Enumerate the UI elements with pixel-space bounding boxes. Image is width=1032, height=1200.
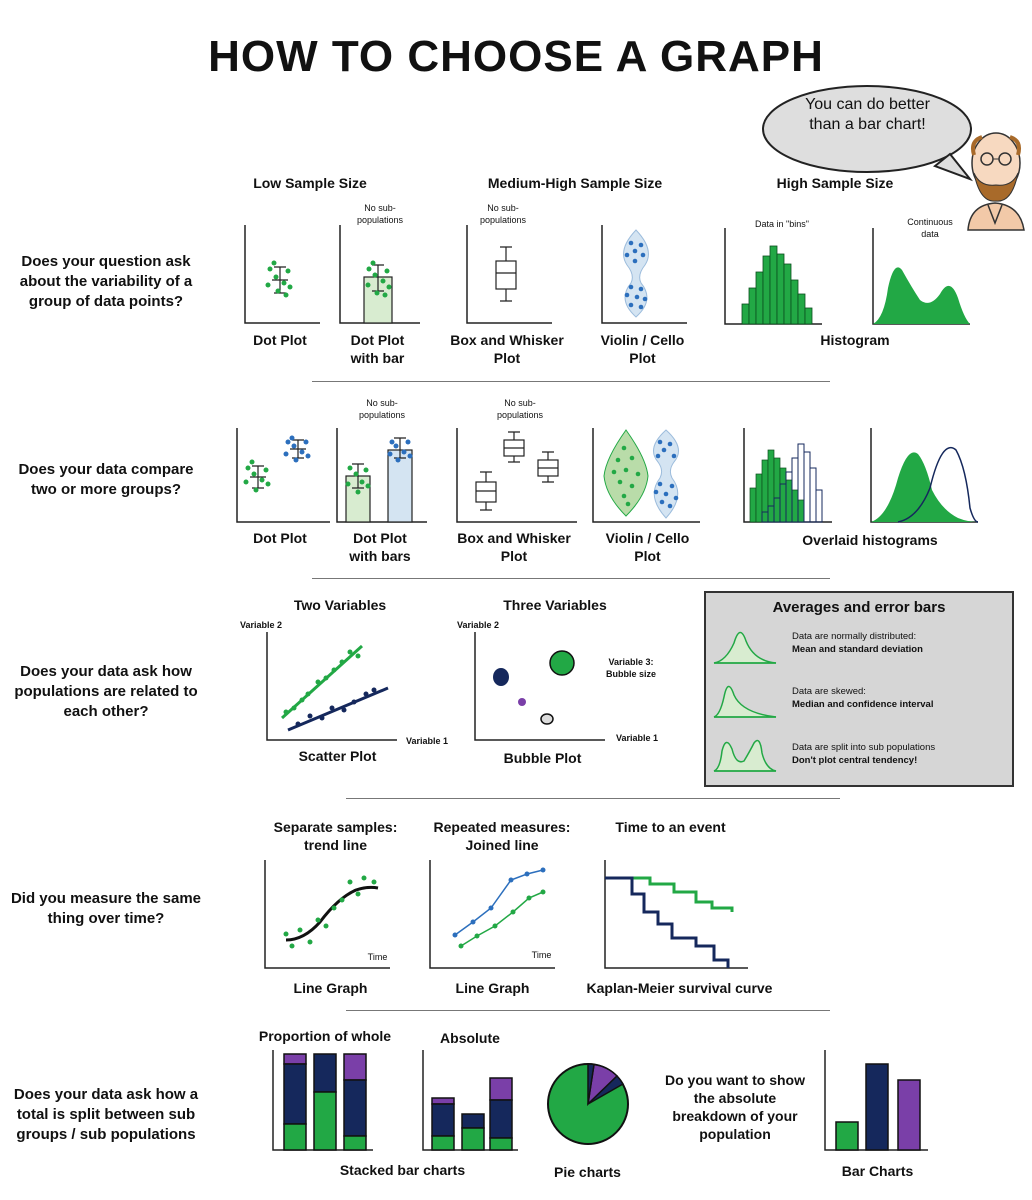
header-medium-sample: Medium-High Sample Size xyxy=(487,175,663,191)
header-proportion-whole: Proportion of whole xyxy=(258,1028,392,1044)
row1-violin-label: Violin / Cello Plot xyxy=(600,332,685,366)
bar-chart-icon xyxy=(820,1050,930,1155)
header-high-sample: High Sample Size xyxy=(776,175,894,191)
axis-variable-2-a: Variable 2 xyxy=(239,620,283,630)
note-continuous: Continuous data xyxy=(907,217,953,239)
averages-item-1: Data are normally distributed: Mean and standard deviation xyxy=(792,631,923,655)
header-time-to-event: Time to an event xyxy=(615,819,726,835)
note-no-sub-1: No sub-populations xyxy=(356,203,404,225)
axis-variable-2-b: Variable 2 xyxy=(456,620,500,630)
question-related: Does your data ask how populations are related to each other? xyxy=(14,663,198,720)
row2-box-plot xyxy=(452,428,577,524)
row2-overlaid-histogram-continuous xyxy=(868,428,978,524)
question-variability: Does your question ask about the variability of a group of data points? xyxy=(19,253,193,310)
axis-variable-1-a: Variable 1 xyxy=(405,736,449,746)
averages-title: Averages and error bars xyxy=(772,599,946,616)
row1-dot-plot xyxy=(240,225,320,325)
row2-box-label: Box and Whisker Plot xyxy=(457,530,571,564)
note-no-sub-2: No sub-populations xyxy=(479,203,527,225)
speech-bubble-text: You can do better than a bar chart! xyxy=(805,96,930,133)
breakdown-question: Do you want to show the absolute breakdown of your population xyxy=(665,1072,805,1142)
line-graph-label-b: Line Graph xyxy=(455,980,530,996)
axis-time-b: Time xyxy=(531,950,552,960)
bubble-plot xyxy=(470,632,610,744)
header-low-sample: Low Sample Size xyxy=(253,175,367,191)
row2-violin-label: Violin / Cello Plot xyxy=(605,530,690,564)
bar-charts-label: Bar Charts xyxy=(841,1163,914,1179)
skewed-distribution-icon xyxy=(712,677,778,721)
row2-violin-plot xyxy=(588,428,700,524)
avatar-icon xyxy=(960,125,1030,230)
pie-chart xyxy=(545,1060,635,1150)
split-distribution-icon xyxy=(712,731,778,775)
axis-variable-3: Variable 3: Bubble size xyxy=(605,657,656,679)
scatter-plot-label: Scatter Plot xyxy=(298,748,377,764)
question-split: Does your data ask how a total is split between sub groups / sub populations xyxy=(13,1086,199,1143)
divider-3 xyxy=(346,798,840,799)
averages-item-3: Data are split into sub populations Don't plot central tendency! xyxy=(792,742,936,766)
divider-2 xyxy=(312,578,830,579)
row1-dot-plot-label: Dot Plot xyxy=(253,332,307,348)
normal-distribution-icon xyxy=(712,623,778,667)
divider-4 xyxy=(346,1010,830,1011)
row2-dot-bars-plot xyxy=(332,428,427,524)
note-no-sub-3: No sub-populations xyxy=(358,398,406,420)
axis-time-a: Time xyxy=(367,952,388,962)
averages-error-bars-box xyxy=(704,591,1014,787)
row1-dot-bar-plot xyxy=(335,225,420,325)
row1-box-plot xyxy=(462,225,552,325)
header-separate-samples: Separate samples: trend line xyxy=(273,819,398,853)
note-no-sub-4: No sub-populations xyxy=(496,398,544,420)
row1-violin-plot xyxy=(597,225,687,325)
question-compare: Does your data compare two or more groups? xyxy=(18,461,194,498)
row1-box-label: Box and Whisker Plot xyxy=(450,332,564,366)
row1-dot-bar-label: Dot Plot with bar xyxy=(350,332,405,366)
header-absolute: Absolute xyxy=(440,1030,500,1046)
page-title: HOW TO CHOOSE A GRAPH xyxy=(208,32,824,81)
row1-histogram-continuous xyxy=(870,228,970,325)
bubble-plot-label: Bubble Plot xyxy=(503,750,582,766)
row1-histogram-label: Histogram xyxy=(820,332,890,348)
line-graph-label-a: Line Graph xyxy=(293,980,368,996)
row2-dot-bars-label: Dot Plot with bars xyxy=(349,530,411,564)
scatter-plot xyxy=(262,632,402,744)
header-three-variables: Three Variables xyxy=(503,597,607,613)
row2-dot-plot-label: Dot Plot xyxy=(253,530,307,546)
note-bins: Data in "bins" xyxy=(755,219,809,229)
stacked-bar-absolute xyxy=(418,1050,523,1155)
stacked-bar-proportion xyxy=(268,1050,378,1155)
kaplan-meier-label: Kaplan-Meier survival curve xyxy=(586,980,773,996)
pie-chart-label: Pie charts xyxy=(554,1164,621,1180)
kaplan-meier-curve xyxy=(600,860,750,970)
header-repeated-measures: Repeated measures: Joined line xyxy=(433,819,571,853)
row2-overlaid-histogram-bins xyxy=(732,428,832,524)
axis-variable-1-b: Variable 1 xyxy=(615,733,659,743)
row2-histogram-label: Overlaid histograms xyxy=(802,532,938,548)
row2-dot-plot xyxy=(232,428,330,524)
divider-1 xyxy=(312,381,830,382)
header-two-variables: Two Variables xyxy=(293,597,387,613)
averages-item-2: Data are skewed: Median and confidence interval xyxy=(792,686,934,710)
question-time: Did you measure the same thing over time? xyxy=(10,890,202,927)
stacked-bar-label: Stacked bar charts xyxy=(339,1162,466,1178)
row1-histogram-bins xyxy=(722,228,822,325)
